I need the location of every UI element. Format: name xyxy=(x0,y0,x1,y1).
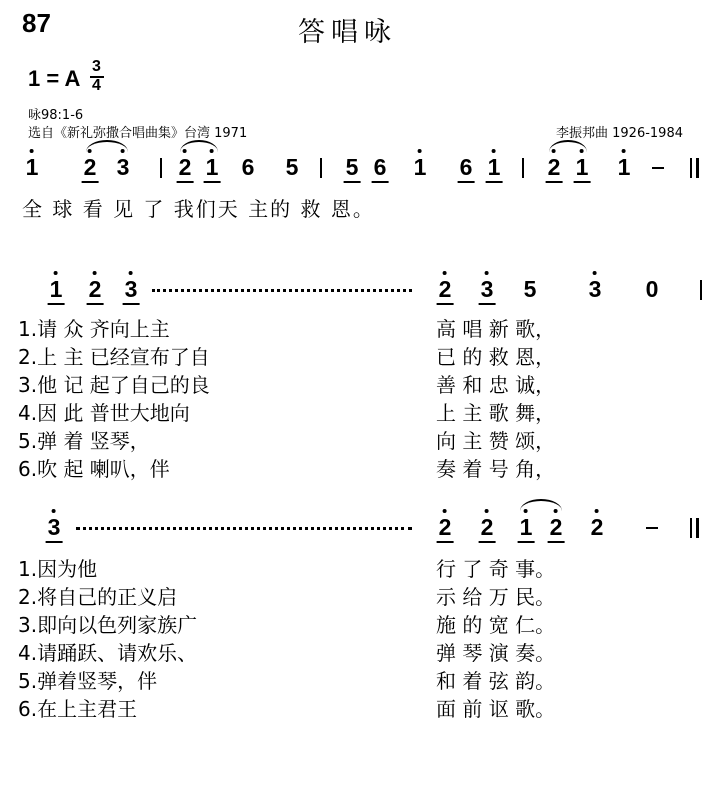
note: 2 xyxy=(548,156,561,179)
barline xyxy=(690,518,692,538)
slur xyxy=(86,140,128,152)
note: 6 xyxy=(460,156,473,179)
composer: 李振邦曲 1926-1984 xyxy=(556,126,683,141)
verse-b-ending: 和 着 弦 韵。 xyxy=(436,669,556,693)
page-title: 答唱咏 xyxy=(298,17,397,48)
verse-a-ending: 已 的 救 恩， xyxy=(436,345,556,369)
note: 2 xyxy=(591,516,604,539)
note: 2 xyxy=(550,516,563,539)
page-number: 87 xyxy=(22,8,51,38)
verse-a-line: 5.弹 着 竖琴， xyxy=(18,429,150,453)
verse-b-ending: 行 了 奇 事。 xyxy=(436,557,556,581)
verse-a-ending: 上 主 歌 舞， xyxy=(436,401,556,425)
final-barline xyxy=(696,158,699,178)
note: 5 xyxy=(285,154,299,180)
note: 2 xyxy=(481,516,494,539)
time-signature-bottom: 4 xyxy=(92,77,101,94)
verse-a-ending: 向 主 赞 颂， xyxy=(436,429,556,453)
key-signature: 1 = A xyxy=(28,66,81,91)
verse-b-ending: 面 前 讴 歌。 xyxy=(436,697,556,721)
note: 2 xyxy=(89,278,102,301)
verse-b-line: 6.在上主君王 xyxy=(18,697,138,721)
slur xyxy=(180,140,218,152)
refrain-lyric: 全 球 看 见 了 我们天 主的 救 恩。 xyxy=(22,197,375,221)
barline xyxy=(690,158,692,178)
note: 6 xyxy=(241,154,255,180)
note: 5 xyxy=(346,156,359,179)
note: 3 xyxy=(125,278,138,301)
note: 1 xyxy=(414,156,427,179)
note: 0 xyxy=(645,276,659,302)
note: 1 xyxy=(206,156,219,179)
note: 2 xyxy=(84,156,97,179)
note: 2 xyxy=(439,516,452,539)
psalm-reference: 咏98:1-6 xyxy=(28,108,84,123)
source-note: 选自《新礼弥撒合唱曲集》台湾 1971 xyxy=(28,126,248,141)
verse-b-line: 2.将自己的正义启 xyxy=(18,585,178,609)
dash xyxy=(652,167,664,169)
note: 1 xyxy=(618,156,631,179)
verse-a-ending: 善 和 忠 诚， xyxy=(436,373,556,397)
verse-a-ending: 奏 着 号 角， xyxy=(436,457,556,481)
verse-a-line: 2.上 主 已经宣布了自 xyxy=(18,345,210,369)
verse-b-line: 4.请踊跃、请欢乐、 xyxy=(18,641,198,665)
final-barline xyxy=(696,518,699,538)
barline xyxy=(160,158,162,178)
dash xyxy=(646,527,658,529)
verse-a-line: 6.吹 起 喇叭，伴 xyxy=(18,457,170,481)
note: 2 xyxy=(179,156,192,179)
barline xyxy=(700,280,702,300)
note: 3 xyxy=(48,516,61,539)
verse-a-line: 3.他 记 起了自己的良 xyxy=(18,373,210,397)
slur xyxy=(549,140,587,152)
note: 1 xyxy=(576,156,589,179)
time-signature-top: 3 xyxy=(92,58,101,75)
dotted-leader xyxy=(152,289,412,292)
note: 5 xyxy=(523,276,537,302)
verse-b-ending: 示 给 万 民。 xyxy=(436,585,556,609)
barline xyxy=(522,158,524,178)
verse-a-line: 4.因 此 普世大地向 xyxy=(18,401,190,425)
verse-b-line: 1.因为他 xyxy=(18,557,98,581)
verse-a-ending: 高 唱 新 歌， xyxy=(436,317,556,341)
note: 2 xyxy=(439,278,452,301)
verse-a-line: 1.请 众 齐向上主 xyxy=(18,317,170,341)
verse-b-line: 3.即向以色列家族广 xyxy=(18,613,198,637)
dotted-leader xyxy=(76,527,412,530)
note: 3 xyxy=(589,278,602,301)
note: 1 xyxy=(26,156,39,179)
note: 1 xyxy=(50,278,63,301)
barline xyxy=(320,158,322,178)
note: 3 xyxy=(481,278,494,301)
verse-b-line: 5.弹着竖琴，伴 xyxy=(18,669,158,693)
note: 6 xyxy=(374,156,387,179)
verse-b-ending: 弹 琴 演 奏。 xyxy=(436,641,556,665)
note: 1 xyxy=(488,156,501,179)
verse-b-ending: 施 的 宽 仁。 xyxy=(436,613,556,637)
note: 1 xyxy=(520,516,533,539)
slur xyxy=(520,499,562,511)
note: 3 xyxy=(117,156,130,179)
